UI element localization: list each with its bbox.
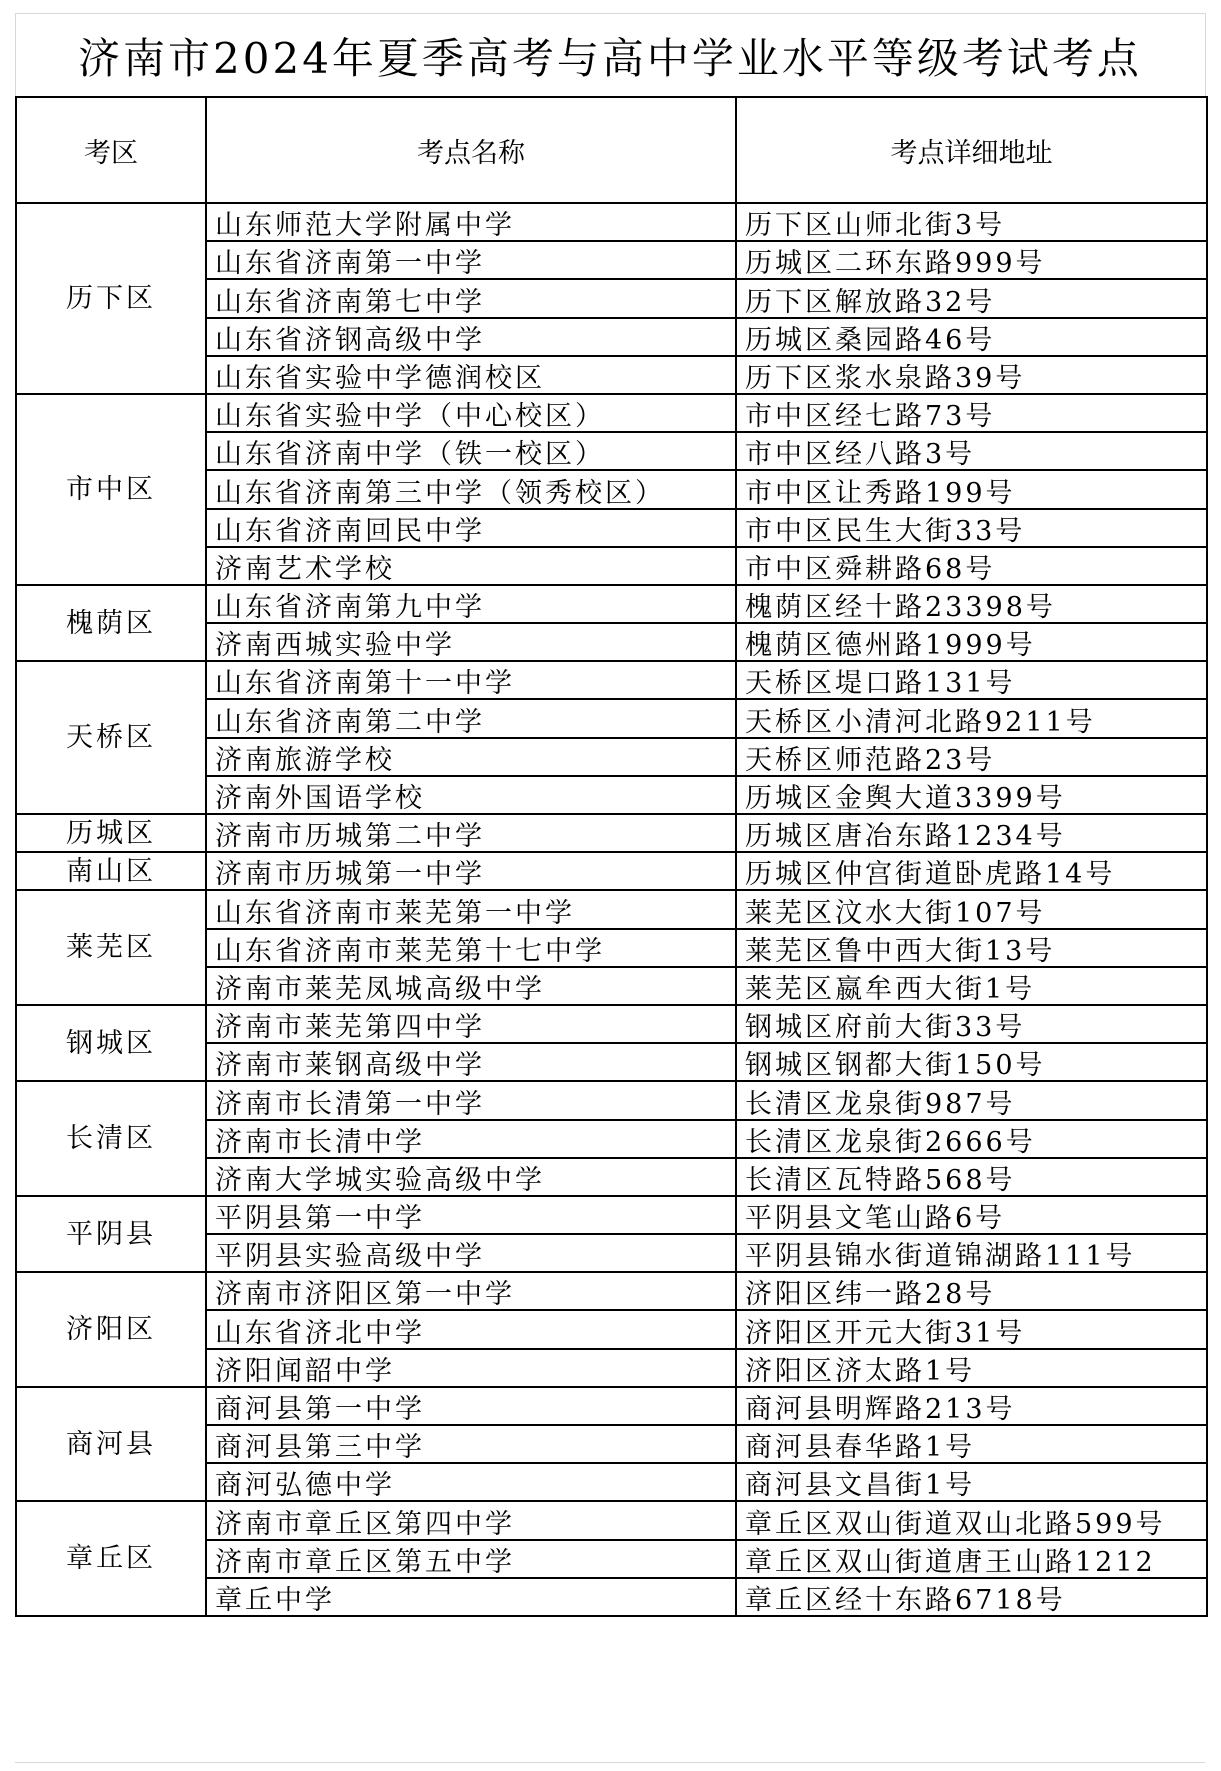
- district-cell: 天桥区: [16, 661, 206, 814]
- district-cell: 南山区: [16, 852, 206, 890]
- site-address-cell: 市中区经七路73号: [736, 394, 1207, 432]
- site-name-cell: 商河县第一中学: [206, 1387, 736, 1425]
- site-address-cell: 天桥区小清河北路9211号: [736, 699, 1207, 737]
- site-name-cell: 山东省济南第三中学（领秀校区）: [206, 470, 736, 508]
- site-address-cell: 历城区金舆大道3399号: [736, 776, 1207, 814]
- table-row: [16, 203, 1207, 241]
- table-row: [16, 1272, 1207, 1310]
- district-cell: 商河县: [16, 1387, 206, 1502]
- site-name-cell: 山东师范大学附属中学: [206, 203, 736, 241]
- site-name-cell: 济南市章丘区第五中学: [206, 1540, 736, 1578]
- site-name-cell: 山东省济南市莱芜第一中学: [206, 890, 736, 928]
- exam-sites-table: [15, 96, 1208, 1617]
- site-address-cell: 天桥区堤口路131号: [736, 661, 1207, 699]
- sheet-gridline-bottom: [15, 1762, 1205, 1763]
- site-name-cell: 山东省济北中学: [206, 1310, 736, 1348]
- site-address-cell: 历下区浆水泉路39号: [736, 356, 1207, 394]
- site-address-cell: 市中区经八路3号: [736, 432, 1207, 470]
- site-address-cell: 商河县春华路1号: [736, 1425, 1207, 1463]
- district-cell: 平阴县: [16, 1196, 206, 1272]
- district-cell: 钢城区: [16, 1005, 206, 1081]
- site-name-cell: 平阴县实验高级中学: [206, 1234, 736, 1272]
- site-name-cell: 山东省济南第七中学: [206, 279, 736, 317]
- site-name-cell: 章丘中学: [206, 1578, 736, 1616]
- table-row: [16, 1081, 1207, 1119]
- site-address-cell: 历下区解放路32号: [736, 279, 1207, 317]
- site-name-cell: 商河县第三中学: [206, 1425, 736, 1463]
- site-address-cell: 天桥区师范路23号: [736, 738, 1207, 776]
- site-name-cell: 山东省济南中学（铁一校区）: [206, 432, 736, 470]
- site-address-cell: 钢城区府前大街33号: [736, 1005, 1207, 1043]
- site-address-cell: 章丘区经十东路6718号: [736, 1578, 1207, 1616]
- site-address-cell: 历城区二环东路999号: [736, 241, 1207, 279]
- header-district: 考区: [16, 97, 206, 203]
- table-body: [16, 203, 1207, 1616]
- table-row: [16, 1387, 1207, 1425]
- site-address-cell: 章丘区双山街道唐王山路1212: [736, 1540, 1207, 1578]
- site-address-cell: 济阳区开元大街31号: [736, 1310, 1207, 1348]
- site-name-cell: 山东省济南第二中学: [206, 699, 736, 737]
- site-address-cell: 济阳区济太路1号: [736, 1349, 1207, 1387]
- site-name-cell: 济南大学城实验高级中学: [206, 1158, 736, 1196]
- site-name-cell: 济南外国语学校: [206, 776, 736, 814]
- site-address-cell: 商河县明辉路213号: [736, 1387, 1207, 1425]
- site-address-cell: 莱芜区汶水大街107号: [736, 890, 1207, 928]
- site-address-cell: 商河县文昌街1号: [736, 1463, 1207, 1501]
- site-name-cell: 济南西城实验中学: [206, 623, 736, 661]
- district-cell: 市中区: [16, 394, 206, 585]
- site-address-cell: 槐荫区经十路23398号: [736, 585, 1207, 623]
- site-address-cell: 市中区舜耕路68号: [736, 547, 1207, 585]
- site-name-cell: 济南市济阳区第一中学: [206, 1272, 736, 1310]
- table-row: [16, 1005, 1207, 1043]
- district-cell: 历下区: [16, 203, 206, 394]
- district-cell: 章丘区: [16, 1501, 206, 1616]
- header-site-address: 考点详细地址: [736, 97, 1207, 203]
- table-row: [16, 852, 1207, 890]
- site-address-cell: 槐荫区德州路1999号: [736, 623, 1207, 661]
- site-address-cell: 钢城区钢都大街150号: [736, 1043, 1207, 1081]
- site-address-cell: 历下区山师北街3号: [736, 203, 1207, 241]
- table-row: [16, 394, 1207, 432]
- site-name-cell: 济阳闻韶中学: [206, 1349, 736, 1387]
- site-name-cell: 山东省济钢高级中学: [206, 318, 736, 356]
- table-row: [16, 814, 1207, 852]
- table-row: [16, 661, 1207, 699]
- site-address-cell: 济阳区纬一路28号: [736, 1272, 1207, 1310]
- site-name-cell: 山东省济南回民中学: [206, 509, 736, 547]
- district-cell: 济阳区: [16, 1272, 206, 1387]
- table-row: [16, 1501, 1207, 1539]
- site-name-cell: 山东省济南第九中学: [206, 585, 736, 623]
- site-address-cell: 长清区龙泉街2666号: [736, 1120, 1207, 1158]
- header-site-name: 考点名称: [206, 97, 736, 203]
- site-address-cell: 市中区让秀路199号: [736, 470, 1207, 508]
- site-address-cell: 莱芜区嬴牟西大街1号: [736, 967, 1207, 1005]
- site-name-cell: 济南市章丘区第四中学: [206, 1501, 736, 1539]
- site-name-cell: 济南旅游学校: [206, 738, 736, 776]
- site-name-cell: 山东省济南第十一中学: [206, 661, 736, 699]
- site-name-cell: 山东省济南第一中学: [206, 241, 736, 279]
- site-name-cell: 山东省济南市莱芜第十七中学: [206, 929, 736, 967]
- site-name-cell: 济南市历城第一中学: [206, 852, 736, 890]
- site-name-cell: 济南市长清第一中学: [206, 1081, 736, 1119]
- site-name-cell: 济南市历城第二中学: [206, 814, 736, 852]
- site-address-cell: 历城区桑园路46号: [736, 318, 1207, 356]
- district-cell: 槐荫区: [16, 585, 206, 661]
- site-name-cell: 商河弘德中学: [206, 1463, 736, 1501]
- table-row: [16, 890, 1207, 928]
- site-address-cell: 平阴县锦水街道锦湖路111号: [736, 1234, 1207, 1272]
- site-name-cell: 济南市长清中学: [206, 1120, 736, 1158]
- page-title: 济南市2024年夏季高考与高中学业水平等级考试考点: [78, 33, 1142, 83]
- site-address-cell: 平阴县文笔山路6号: [736, 1196, 1207, 1234]
- table-row: [16, 585, 1207, 623]
- district-cell: 历城区: [16, 814, 206, 852]
- site-name-cell: 山东省实验中学德润校区: [206, 356, 736, 394]
- site-name-cell: 济南市莱芜第四中学: [206, 1005, 736, 1043]
- site-name-cell: 山东省实验中学（中心校区）: [206, 394, 736, 432]
- site-name-cell: 济南艺术学校: [206, 547, 736, 585]
- table-row: [16, 1196, 1207, 1234]
- site-name-cell: 济南市莱芜凤城高级中学: [206, 967, 736, 1005]
- site-address-cell: 市中区民生大街33号: [736, 509, 1207, 547]
- district-cell: 莱芜区: [16, 890, 206, 1005]
- sheet-gridline-right: [1205, 13, 1206, 97]
- district-cell: 长清区: [16, 1081, 206, 1196]
- site-name-cell: 济南市莱钢高级中学: [206, 1043, 736, 1081]
- site-address-cell: 历城区仲宫街道卧虎路14号: [736, 852, 1207, 890]
- site-name-cell: 平阴县第一中学: [206, 1196, 736, 1234]
- site-address-cell: 莱芜区鲁中西大街13号: [736, 929, 1207, 967]
- table-header-row: [16, 97, 1207, 203]
- site-address-cell: 长清区瓦特路568号: [736, 1158, 1207, 1196]
- site-address-cell: 长清区龙泉街987号: [736, 1081, 1207, 1119]
- site-address-cell: 历城区唐冶东路1234号: [736, 814, 1207, 852]
- site-address-cell: 章丘区双山街道双山北路599号: [736, 1501, 1207, 1539]
